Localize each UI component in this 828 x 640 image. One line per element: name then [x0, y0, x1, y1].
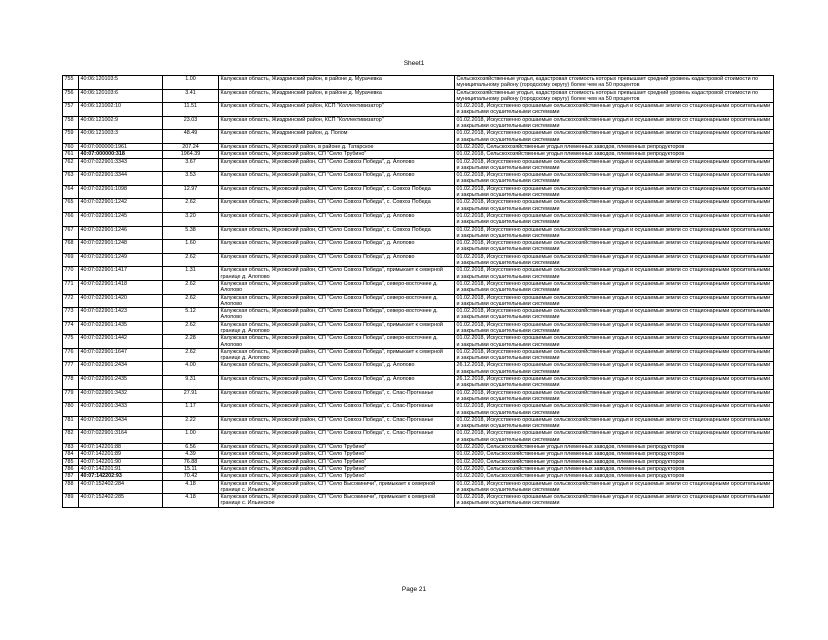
cell-row-number: 760: [63, 143, 79, 150]
cell-land-category: 01.02.2018, Искусственно орошаемые сельскохозяйственные угодья и осушаемые земли со стационарными оросительными и закрытыми осушительными системами: [455, 199, 774, 213]
cell-area: 4.00: [163, 362, 219, 376]
cell-cadastral-number: 40:06:121002:9: [79, 116, 163, 130]
cell-row-number: 765: [63, 199, 79, 213]
cell-location: Калужская область, Жуковский район, СП "Село Трубино": [219, 451, 455, 458]
cell-row-number: 759: [63, 130, 79, 144]
cell-area: 2.28: [163, 335, 219, 349]
cell-cadastral-number: 40:07:152402:284: [79, 480, 163, 494]
cell-cadastral-number: 40:07:142201:91: [79, 465, 163, 472]
cell-row-number: 787: [63, 473, 79, 480]
cell-location: Калужская область, Жиздринский район, КСП "Коллективизатор": [219, 103, 455, 117]
cell-land-category: 01.02.2020, Сельскохозяйственные угодья племенных заводов, племенных репродукторов: [455, 451, 774, 458]
table-row: [63, 362, 774, 376]
cell-area: 3.41: [163, 89, 219, 103]
table-row: [63, 444, 774, 451]
cell-land-category: 01.02.2018, Искусственно орошаемые сельскохозяйственные угодья и осушаемые земли со стационарными оросительными и закрытыми осушительными системами: [455, 130, 774, 144]
cell-row-number: 770: [63, 267, 79, 281]
table-row: [63, 321, 774, 335]
cell-location: Калужская область, Жуковский район, СП "Село Совхоз Победа", северо-восточнее д. Алопово: [219, 280, 455, 294]
cell-land-category: 01.02.2018, Искусственно орошаемые сельскохозяйственные угодья и осушаемые земли со стационарными оросительными и закрытыми осушительными системами: [455, 185, 774, 199]
table-row: [63, 458, 774, 465]
cell-land-category: 01.02.2020, Сельскохозяйственные угодья племенных заводов, племенных репродукторов: [455, 444, 774, 451]
cell-land-category: 01.02.2018, Искусственно орошаемые сельскохозяйственные угодья и осушаемые земли со стационарными оросительными и закрытыми осушительными системами: [455, 416, 774, 430]
table-row: [63, 116, 774, 130]
cell-area: 1.60: [163, 240, 219, 254]
cell-land-category: 01.02.2018, Искусственно орошаемые сельскохозяйственные угодья и осушаемые земли со стационарными оросительными и закрытыми осушительными системами: [455, 280, 774, 294]
cell-land-category: 01.02.2018, Искусственно орошаемые сельскохозяйственные угодья и осушаемые земли со стационарными оросительными и закрытыми осушительными системами: [455, 103, 774, 117]
table-row: [63, 212, 774, 226]
cell-area: 3.67: [163, 158, 219, 172]
cell-location: Калужская область, Жуковский район, СП "Село Совхоз Победа", д. Алопово: [219, 212, 455, 226]
cell-row-number: 775: [63, 335, 79, 349]
cell-cadastral-number: 40:07:000000:318: [79, 151, 163, 158]
cell-row-number: 786: [63, 465, 79, 472]
cell-row-number: 763: [63, 172, 79, 186]
cell-location: Калужская область, Жуковский район, СП "Село Совхоз Победа", д. Алопово: [219, 376, 455, 390]
cell-location: Калужская область, Жуковский район, СП "Село Совхоз Победа", д. Алопово: [219, 362, 455, 376]
cell-row-number: 769: [63, 253, 79, 267]
cell-location: Калужская область, Жуковский район, СП "Село Совхоз Победа", с. Спас-Прогнанье: [219, 430, 455, 444]
cell-cadastral-number: 40:07:000000:1961: [79, 143, 163, 150]
cell-land-category: 01.02.2018, Искусственно орошаемые сельскохозяйственные угодья и осушаемые земли со стационарными оросительными и закрытыми осушительными системами: [455, 403, 774, 417]
cell-row-number: 785: [63, 458, 79, 465]
table-row: [63, 199, 774, 213]
cell-land-category: 01.02.2020, Сельскохозяйственные угодья племенных заводов, племенных репродукторов: [455, 458, 774, 465]
cell-area: 9.31: [163, 376, 219, 390]
cell-location: Калужская область, Жиздринский район, в районе д. Мурачевка: [219, 89, 455, 103]
cell-cadastral-number: 40:07:022901:1435: [79, 321, 163, 335]
table-row: [63, 348, 774, 362]
table-row: [63, 451, 774, 458]
table-row: [63, 226, 774, 240]
table-row: [63, 151, 774, 158]
cell-land-category: 01.02.2018, Искусственно орошаемые сельскохозяйственные угодья и осушаемые земли со стационарными оросительными и закрытыми осушительными системами: [455, 116, 774, 130]
cell-land-category: 01.02.2018, Искусственно орошаемые сельскохозяйственные угодья и осушаемые земли со стационарными оросительными и закрытыми осушительными системами: [455, 158, 774, 172]
table-row: [63, 76, 774, 90]
cell-cadastral-number: 40:07:022901:1098: [79, 185, 163, 199]
table-row: [63, 389, 774, 403]
cell-land-category: 01.02.2018, Искусственно орошаемые сельскохозяйственные угодья и осушаемые земли со стационарными оросительными и закрытыми осушительными системами: [455, 480, 774, 494]
cell-location: Калужская область, Жиздринский район, КСП "Коллективизатор": [219, 116, 455, 130]
cell-area: 4.18: [163, 494, 219, 508]
cell-land-category: 26.12.2018, Искусственно орошаемые сельскохозяйственные угодья и осушаемые земли со стационарными оросительными и закрытыми осушительными системами: [455, 362, 774, 376]
cell-location: Калужская область, Жуковский район, СП "Село Совхоз Победа", с. Совхоз Победа: [219, 226, 455, 240]
cell-location: Калужская область, Жуковский район, в районе д. Татарское: [219, 143, 455, 150]
table-row: [63, 172, 774, 186]
cell-area: 1.00: [163, 430, 219, 444]
cell-row-number: 778: [63, 376, 79, 390]
cell-area: 3.20: [163, 212, 219, 226]
cell-cadastral-number: 40:06:120103:6: [79, 89, 163, 103]
cell-location: Калужская область, Жуковский район, СП "Село Совхоз Победа", северо-восточнее д. Алопово: [219, 294, 455, 308]
cell-row-number: 777: [63, 362, 79, 376]
table-row: [63, 103, 774, 117]
cell-row-number: 789: [63, 494, 79, 508]
cell-area: 5.12: [163, 308, 219, 322]
table-body: [63, 76, 774, 508]
cell-area: 76.88: [163, 458, 219, 465]
cell-cadastral-number: 40:07:022901:1248: [79, 240, 163, 254]
cell-area: 12.97: [163, 185, 219, 199]
cell-cadastral-number: 40:07:022901:3164: [79, 430, 163, 444]
cell-land-category: Сельскохозяйственные угодья, кадастровая стоимость которых превышает средний уровень кадастровой стоимости по муниципальному району (городскому округу) более чем на 50 процентов: [455, 76, 774, 90]
sheet-title: Sheet1: [403, 60, 425, 67]
cell-cadastral-number: 40:07:022901:1245: [79, 212, 163, 226]
cell-cadastral-number: 40:07:022901:1647: [79, 348, 163, 362]
cell-cadastral-number: 40:07:022901:3434: [79, 416, 163, 430]
table-row: [63, 465, 774, 472]
table-row: [63, 253, 774, 267]
cell-land-category: 01.02.2018, Искусственно орошаемые сельскохозяйственные угодья и осушаемые земли со стационарными оросительными и закрытыми осушительными системами: [455, 212, 774, 226]
cell-location: Калужская область, Жуковский район, СП "Село Трубино": [219, 444, 455, 451]
cell-land-category: 26.12.2018, Искусственно орошаемые сельскохозяйственные угодья и осушаемые земли со стационарными оросительными и закрытыми осушительными системами: [455, 376, 774, 390]
cell-cadastral-number: 40:07:022901:2435: [79, 376, 163, 390]
cell-location: Калужская область, Жуковский район, СП "Село Высокиничи", примыкает к северной границе с. Ильинское: [219, 480, 455, 494]
cell-location: Калужская область, Жуковский район, СП "Село Трубино": [219, 151, 455, 158]
cell-land-category: 01.02.2018, Искусственно орошаемые сельскохозяйственные угодья и осушаемые земли со стационарными оросительными и закрытыми осушительными системами: [455, 226, 774, 240]
cell-cadastral-number: 40:07:022901:3343: [79, 158, 163, 172]
cell-cadastral-number: 40:07:142201:88: [79, 444, 163, 451]
cell-cadastral-number: 40:07:022901:1246: [79, 226, 163, 240]
cell-land-category: 01.02.2020, Сельскохозяйственные угодья племенных заводов, племенных репродукторов: [455, 473, 774, 480]
cell-row-number: 762: [63, 158, 79, 172]
cell-location: Калужская область, Жуковский район, СП "Село Совхоз Победа", с. Спас-Прогнанье: [219, 416, 455, 430]
cell-cadastral-number: 40:07:022901:3432: [79, 389, 163, 403]
cell-land-category: 01.02.2018, Искусственно орошаемые сельскохозяйственные угодья и осушаемые земли со стационарными оросительными и закрытыми осушительными системами: [455, 389, 774, 403]
cell-area: 207.24: [163, 143, 219, 150]
cell-row-number: 757: [63, 103, 79, 117]
cell-cadastral-number: 40:07:022901:1417: [79, 267, 163, 281]
cell-location: Калужская область, Жуковский район, СП "Село Совхоз Победа", с. Совхоз Победа: [219, 185, 455, 199]
cell-land-category: 01.02.2018, Искусственно орошаемые сельскохозяйственные угодья и осушаемые земли со стационарными оросительными и закрытыми осушительными системами: [455, 321, 774, 335]
cell-area: 1.31: [163, 267, 219, 281]
cell-land-category: 01.02.2018, Искусственно орошаемые сельскохозяйственные угодья и осушаемые земли со стационарными оросительными и закрытыми осушительными системами: [455, 430, 774, 444]
cell-row-number: 780: [63, 403, 79, 417]
cell-row-number: 779: [63, 389, 79, 403]
cell-row-number: 772: [63, 294, 79, 308]
cell-cadastral-number: 40:07:022901:1442: [79, 335, 163, 349]
cell-location: Калужская область, Жуковский район, СП "Село Трубино": [219, 465, 455, 472]
cell-area: 4.18: [163, 480, 219, 494]
table-row: [63, 294, 774, 308]
cell-row-number: 766: [63, 212, 79, 226]
cell-land-category: 01.02.2018, Искусственно орошаемые сельскохозяйственные угодья и осушаемые земли со стационарными оросительными и закрытыми осушительными системами: [455, 240, 774, 254]
cell-location: Калужская область, Жуковский район, СП "Село Совхоз Победа", с. Совхоз Победа: [219, 199, 455, 213]
cell-row-number: 782: [63, 430, 79, 444]
cell-cadastral-number: 40:06:120103:5: [79, 76, 163, 90]
cell-land-category: 01.02.2018, Искусственно орошаемые сельскохозяйственные угодья и осушаемые земли со стационарными оросительными и закрытыми осушительными системами: [455, 348, 774, 362]
table-row: [63, 376, 774, 390]
cell-land-category: 01.02.2018, Искусственно орошаемые сельскохозяйственные угодья и осушаемые земли со стационарными оросительными и закрытыми осушительными системами: [455, 172, 774, 186]
table-row: [63, 494, 774, 508]
table-row: [63, 240, 774, 254]
cell-area: 1964.39: [163, 151, 219, 158]
cell-row-number: 761: [63, 151, 79, 158]
cell-cadastral-number: 40:06:121003:3: [79, 130, 163, 144]
cell-location: Калужская область, Жуковский район, СП "Село Совхоз Победа", с. Спас-Прогнанье: [219, 389, 455, 403]
cell-land-category: 01.02.2020, Сельскохозяйственные угодья племенных заводов, племенных репродукторов: [455, 143, 774, 150]
cell-area: 2.62: [163, 348, 219, 362]
cell-cadastral-number: 40:07:022901:1418: [79, 280, 163, 294]
cell-land-category: 01.02.2020, Сельскохозяйственные угодья племенных заводов, племенных репродукторов: [455, 465, 774, 472]
cell-area: 1.17: [163, 403, 219, 417]
cell-location: Калужская область, Жиздринский район, д. Полом: [219, 130, 455, 144]
cell-cadastral-number: 40:06:121002:10: [79, 103, 163, 117]
cell-location: Калужская область, Жуковский район, СП "Село Совхоз Победа", д. Алопово: [219, 158, 455, 172]
cell-area: 3.53: [163, 172, 219, 186]
cell-cadastral-number: 40:07:022901:1423: [79, 308, 163, 322]
cell-row-number: 781: [63, 416, 79, 430]
cell-land-category: 01.02.2018, Искусственно орошаемые сельскохозяйственные угодья и осушаемые земли со стационарными оросительными и закрытыми осушительными системами: [455, 308, 774, 322]
cell-area: 2.62: [163, 253, 219, 267]
cell-row-number: 767: [63, 226, 79, 240]
cell-location: Калужская область, Жуковский район, СП "Село Совхоз Победа", с. Спас-Прогнанье: [219, 403, 455, 417]
cell-area: 23.03: [163, 116, 219, 130]
cell-cadastral-number: 40:07:022901:1420: [79, 294, 163, 308]
table-row: [63, 308, 774, 322]
cell-land-category: 01.02.2018, Искусственно орошаемые сельскохозяйственные угодья и осушаемые земли со стационарными оросительными и закрытыми осушительными системами: [455, 267, 774, 281]
cell-location: Калужская область, Жуковский район, СП "Село Совхоз Победа", примыкает к северной границе д. Алопово: [219, 267, 455, 281]
cell-cadastral-number: 40:07:152402:285: [79, 494, 163, 508]
cell-row-number: 758: [63, 116, 79, 130]
table-row: [63, 130, 774, 144]
cell-land-category: 01.02.2018, Искусственно орошаемые сельскохозяйственные угодья и осушаемые земли со стационарными оросительными и закрытыми осушительными системами: [455, 253, 774, 267]
cell-cadastral-number: 40:07:142201:90: [79, 458, 163, 465]
cell-location: Калужская область, Жуковский район, СП "Село Высокиничи", примыкает к северной границе с. Ильинское: [219, 494, 455, 508]
table-row: [63, 403, 774, 417]
cell-area: 4.39: [163, 451, 219, 458]
cell-area: 48.49: [163, 130, 219, 144]
cell-row-number: 756: [63, 89, 79, 103]
table-row: [63, 267, 774, 281]
cell-location: Калужская область, Жуковский район, СП "Село Совхоз Победа", д. Алопово: [219, 253, 455, 267]
table-row: [63, 280, 774, 294]
cell-land-category: 01.02.2018, Искусственно орошаемые сельскохозяйственные угодья и осушаемые земли со стационарными оросительными и закрытыми осушительными системами: [455, 294, 774, 308]
cell-area: 2.62: [163, 321, 219, 335]
cell-row-number: 776: [63, 348, 79, 362]
cell-cadastral-number: 40:07:022901:2434: [79, 362, 163, 376]
cell-row-number: 788: [63, 480, 79, 494]
cell-location: Калужская область, Жиздринский район, в районе д. Мурачевка: [219, 76, 455, 90]
cell-location: Калужская область, Жуковский район, СП "Село Трубино": [219, 473, 455, 480]
cell-row-number: 773: [63, 308, 79, 322]
cell-area: 5.38: [163, 226, 219, 240]
cell-row-number: 783: [63, 444, 79, 451]
cell-land-category: 01.02.2018, Искусственно орошаемые сельскохозяйственные угодья и осушаемые земли со стационарными оросительными и закрытыми осушительными системами: [455, 335, 774, 349]
cell-location: Калужская область, Жуковский район, СП "Село Совхоз Победа", примыкает к северной границе д. Алопово: [219, 321, 455, 335]
cell-land-category: 01.02.2018, Искусственно орошаемые сельскохозяйственные угодья и осушаемые земли со стационарными оросительными и закрытыми осушительными системами: [455, 494, 774, 508]
cell-location: Калужская область, Жуковский район, СП "Село Совхоз Победа", примыкает к северной границе д. Алопово: [219, 348, 455, 362]
table-row: [63, 89, 774, 103]
cell-cadastral-number: 40:07:142201:89: [79, 451, 163, 458]
table-row: [63, 143, 774, 150]
cell-area: 2.62: [163, 294, 219, 308]
cell-cadastral-number: 40:07:022901:3433: [79, 403, 163, 417]
table-row: [63, 430, 774, 444]
cell-row-number: 764: [63, 185, 79, 199]
table-row: [63, 416, 774, 430]
table-row: [63, 473, 774, 480]
cell-area: 15.11: [163, 465, 219, 472]
cell-area: 1.00: [163, 76, 219, 90]
cell-land-category: 01.02.2018, Сельскохозяйственные угодья племенных заводов, племенных репродукторов: [455, 151, 774, 158]
cell-location: Калужская область, Жуковский район, СП "Село Совхоз Победа", д. Алопово: [219, 240, 455, 254]
table-row: [63, 480, 774, 494]
cell-area: 2.62: [163, 280, 219, 294]
cell-row-number: 768: [63, 240, 79, 254]
cell-area: 2.22: [163, 416, 219, 430]
cell-location: Калужская область, Жуковский район, СП "Село Совхоз Победа", северо-восточнее д. Алопово: [219, 308, 455, 322]
cell-land-category: Сельскохозяйственные угодья, кадастровая стоимость которых превышает средний уровень кадастровой стоимости по муниципальному району (городскому округу) более чем на 50 процентов: [455, 89, 774, 103]
cell-row-number: 771: [63, 280, 79, 294]
cell-cadastral-number: 40:07:022901:3344: [79, 172, 163, 186]
table-row: [63, 185, 774, 199]
table-row: [63, 335, 774, 349]
cell-area: 70.42: [163, 473, 219, 480]
cell-row-number: 784: [63, 451, 79, 458]
cell-row-number: 774: [63, 321, 79, 335]
page-number: Page 21: [401, 586, 427, 593]
cell-row-number: 755: [63, 76, 79, 90]
cell-area: 6.56: [163, 444, 219, 451]
cell-area: 27.91: [163, 389, 219, 403]
cell-cadastral-number: 40:07:022901:1242: [79, 199, 163, 213]
cell-location: Калужская область, Жуковский район, СП "Село Совхоз Победа", северо-восточнее д. Алопово: [219, 335, 455, 349]
cell-cadastral-number: 40:07:142202:93: [79, 473, 163, 480]
table-row: [63, 158, 774, 172]
cell-cadastral-number: 40:07:022901:1249: [79, 253, 163, 267]
cell-location: Калужская область, Жуковский район, СП "Село Совхоз Победа", д. Алопово: [219, 172, 455, 186]
cell-location: Калужская область, Жуковский район, СП "Село Трубино": [219, 458, 455, 465]
cell-area: 11.51: [163, 103, 219, 117]
cell-area: 2.62: [163, 199, 219, 213]
land-register-table: [62, 75, 774, 508]
